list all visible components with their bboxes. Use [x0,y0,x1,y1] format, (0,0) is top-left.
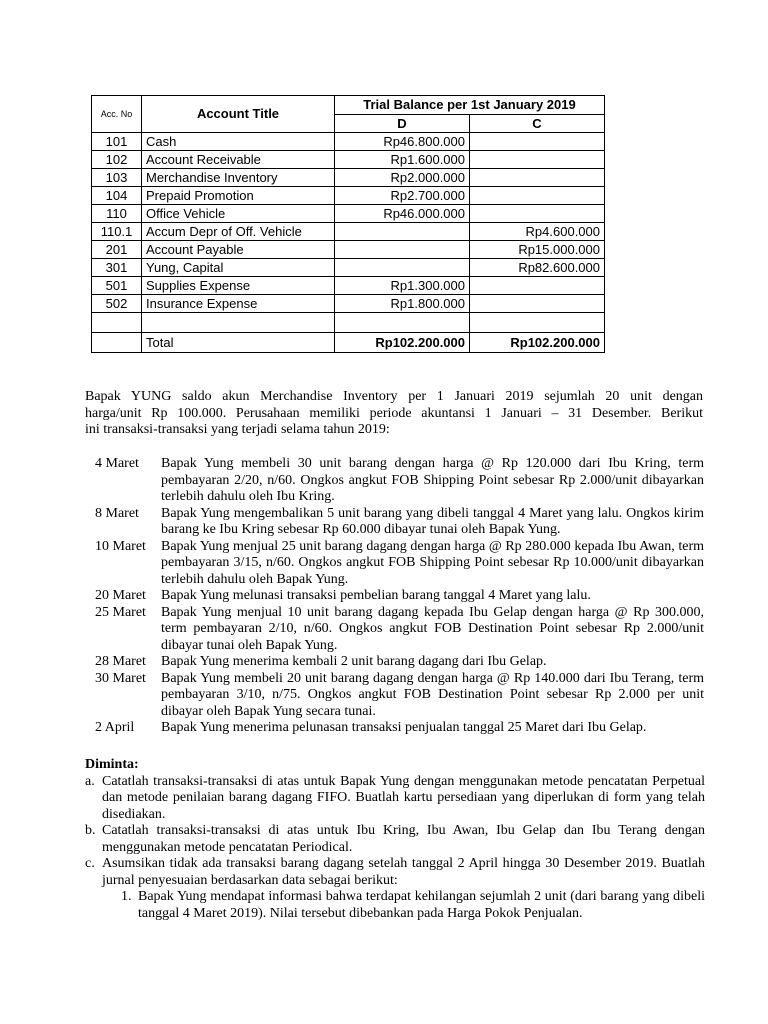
credit-cell [470,169,605,187]
transaction-text: Bapak Yung membeli 20 unit barang dagang dengan harga @ Rp 140.000 dari Ibu Terang, term pembayaran 3/10, n/75. Ongkos angkut FOB Destination Point sebesar Rp 2.000 per unit dibayar oleh Bapak Yung secara tunai. [161,670,704,719]
transaction-date-text: 10 Maret [95,538,146,554]
table-row [92,151,605,169]
transaction-text: Bapak Yung menjual 25 unit barang dagang dengan harga @ Rp 280.000 kepada Ibu Awan, term pembayaran 3/15, n/60. Ongkos angkut FOB Shipping Point sebesar Rp 10.000/unit dibayarkan terlebih dahulu oleh Bapak Yung. [161,538,704,587]
debit-cell [335,241,470,259]
transaction-item [85,654,705,671]
debit-cell: Rp46.800.000 [335,133,470,151]
empty-cell [470,313,605,333]
intro-line: ini transaksi-transaksi yang terjadi selama tahun 2019: [85,422,390,437]
transaction-date [85,506,161,539]
acc-no-cell: 103 [92,169,142,187]
diminta-item-letter: a. [85,773,95,789]
table-row [92,205,605,223]
credit-cell [470,187,605,205]
acc-no-cell: 301 [92,259,142,277]
diminta-item [85,856,705,889]
acc-no-cell: 201 [92,241,142,259]
transaction-date [85,539,161,589]
acc-no-cell: 101 [92,133,142,151]
diminta-item-letter: c. [85,856,95,871]
transaction-item [85,456,705,506]
credit-cell [470,205,605,223]
transaction-text: Bapak Yung menjual 10 unit barang dagang kepada Ibu Gelap dengan harga @ Rp 300.000, term pembayaran 2/10, n/60. Ongkos angkut FOB Destination Point sebesar Rp 2.000/unit dibayar tunai oleh Bapak Yung. [161,604,704,653]
transaction-date-text: 30 Maret [95,670,146,686]
account-title-cell: Account Receivable [142,151,335,169]
table-row [92,223,605,241]
debit-cell [335,259,470,277]
transaction-date-text: 4 Maret [95,456,139,471]
total-row [92,333,605,353]
debit-cell: Rp2.700.000 [335,187,470,205]
transaction-text: Bapak Yung melunasi transaksi pembelian barang tanggal 4 Maret yang lalu. [161,588,591,603]
credit-cell: Rp82.600.000 [470,259,605,277]
acc-no-cell: 501 [92,277,142,295]
transaction-date [85,456,161,506]
table-row [92,133,605,151]
diminta-items [85,774,705,923]
acc-no-cell: 102 [92,151,142,169]
debit-cell [335,223,470,241]
debit-cell: Rp2.000.000 [335,169,470,187]
credit-cell [470,151,605,169]
header-credit: C [470,115,605,133]
credit-cell [470,277,605,295]
transaction-text: Bapak Yung menerima kembali 2 unit barang dagang dari Ibu Gelap. [161,654,547,669]
diminta-title: Diminta: [85,757,139,772]
diminta-sub-item-text: Bapak Yung mendapat informasi bahwa terdapat kehilangan sejumlah 2 unit (dari barang yang dibeli tanggal 4 Maret 2019). Nilai tersebut dibebankan pada Harga Pokok Penjualan. [138,889,705,921]
account-title-cell: Accum Depr of Off. Vehicle [142,223,335,241]
transaction-date-text: 8 Maret [95,505,139,521]
transaction-date [85,654,161,671]
table-row [92,295,605,313]
empty-cell [92,333,142,353]
transaction-item [85,605,705,655]
debit-cell: Rp1.300.000 [335,277,470,295]
acc-no-cell: 110.1 [92,223,142,241]
transaction-item [85,671,705,721]
diminta-sub-item-number: 1. [121,889,132,904]
transaction-date-text: 25 Maret [95,604,146,620]
table-row [92,241,605,259]
trial-balance-table [91,95,605,353]
total-credit: Rp102.200.000 [470,333,605,353]
credit-cell: Rp4.600.000 [470,223,605,241]
diminta-item [85,823,705,856]
diminta-item [85,774,705,824]
header-debit: D [335,115,470,133]
transaction-item [85,720,705,737]
transaction-text: Bapak Yung menerima pelunasan transaksi penjualan tanggal 25 Maret dari Ibu Gelap. [161,720,647,735]
transaction-date [85,671,161,721]
account-title-cell: Yung, Capital [142,259,335,277]
intro-line: harga/unit Rp 100.000. Perusahaan memiliki periode akuntansi 1 Januari – 31 Desember. Berikut [85,405,703,421]
table-row [92,187,605,205]
table-row [92,259,605,277]
table-header-row [92,96,605,115]
empty-cell [335,313,470,333]
acc-no-cell: 104 [92,187,142,205]
empty-cell [92,313,142,333]
credit-cell: Rp15.000.000 [470,241,605,259]
account-title-cell: Office Vehicle [142,205,335,223]
transaction-item [85,588,705,605]
diminta-item-text: Asumsikan tidak ada transaksi barang dagang setelah tanggal 2 April hingga 30 Desember 2019. Buatlah jurnal penyesuaian berdasarkan data sebagai berikut: [102,856,705,888]
account-title-cell: Insurance Expense [142,295,335,313]
intro-paragraph [85,389,703,439]
table-row [92,277,605,295]
intro-line: Bapak YUNG saldo akun Merchandise Inventory per 1 Januari 2019 sejumlah 20 unit dengan [85,389,703,404]
account-title-cell: Prepaid Promotion [142,187,335,205]
diminta-section [85,757,705,922]
credit-cell [470,295,605,313]
transaction-item [85,539,705,589]
header-account-title: Account Title [142,96,335,133]
credit-cell [470,133,605,151]
transaction-item [85,506,705,539]
total-label: Total [142,333,335,353]
diminta-item-text: Catatlah transaksi-transaksi di atas untuk Bapak Yung dengan menggunakan metode pencatatan Perpetual dan metode penilaian barang dagang FIFO. Buatlah kartu persediaan yang diperlukan di form yang telah disediakan. [102,773,705,822]
transaction-date-text: 20 Maret [95,588,146,603]
empty-cell [142,313,335,333]
debit-cell: Rp1.800.000 [335,295,470,313]
account-title-cell: Merchandise Inventory [142,169,335,187]
debit-cell: Rp46.000.000 [335,205,470,223]
transaction-date [85,588,161,605]
transaction-date-text: 28 Maret [95,654,146,669]
acc-no-cell: 110 [92,205,142,223]
header-acc-no: Acc. No [92,96,142,133]
diminta-item-letter: b. [85,823,96,838]
diminta-sub-item [121,889,705,922]
diminta-item-text: Catatlah transaksi-transaksi di atas untuk Ibu Kring, Ibu Awan, Ibu Gelap dan Ibu Terang dengan menggunakan metode pencatatan Periodical. [102,823,705,855]
acc-no-cell: 502 [92,295,142,313]
account-title-cell: Cash [142,133,335,151]
transaction-text: Bapak Yung membeli 30 unit barang dengan harga @ Rp 120.000 dari Ibu Kring, term pembayaran 2/20, n/60. Ongkos angkut FOB Shipping Point sebesar Rp 2.000/unit dibayarkan terlebih dahulu oleh Ibu Kring. [161,456,704,504]
transaction-date-text: 2 April [95,720,135,735]
account-title-cell: Supplies Expense [142,277,335,295]
header-trial-balance: Trial Balance per 1st January 2019 [335,96,605,115]
account-title-cell: Account Payable [142,241,335,259]
debit-cell: Rp1.600.000 [335,151,470,169]
blank-row [92,313,605,333]
transaction-date [85,605,161,655]
transaction-date [85,720,161,737]
transaction-text: Bapak Yung mengembalikan 5 unit barang yang dibeli tanggal 4 Maret yang lalu. Ongkos kirim barang ke Ibu Kring sebesar Rp 60.000 dibayar tunai oleh Bapak Yung. [161,505,704,537]
table-row [92,169,605,187]
total-debit: Rp102.200.000 [335,333,470,353]
transaction-list [85,456,705,737]
